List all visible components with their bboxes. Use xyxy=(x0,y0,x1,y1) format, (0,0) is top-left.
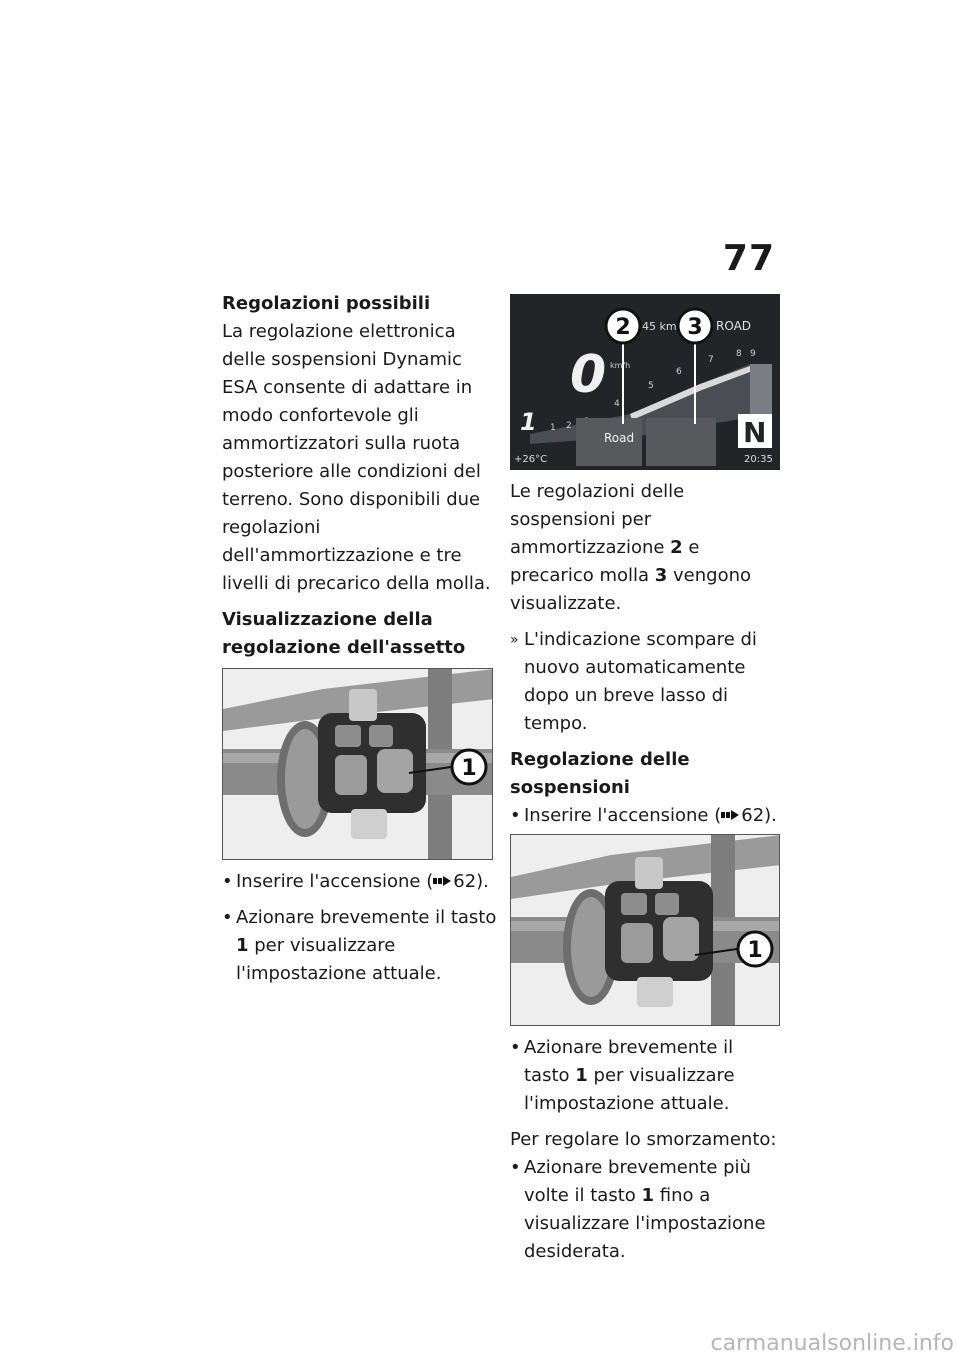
watermark-footer: carmanualsonline.info xyxy=(710,1331,954,1356)
result-arrow-icon: » xyxy=(510,632,519,648)
damping-intro: Per regolare lo smorzamento: xyxy=(510,1129,777,1150)
tick-6: 6 xyxy=(676,367,682,377)
page-number: 77 xyxy=(722,238,775,279)
bullet-press-key-right: • Azionare brevemente il tasto 1 per visualizzare l'impostazione attuale. xyxy=(510,1037,735,1114)
display-temperature: +26°C xyxy=(514,454,548,465)
heading-possible-settings: Regolazioni possibili xyxy=(222,293,431,314)
bullet-press-key-left: • Azionare brevemente il tasto 1 per visualizzare l'impostazione attuale. xyxy=(222,907,497,984)
result-item xyxy=(510,626,782,738)
display-speed: 0 xyxy=(570,345,607,405)
result-text: L'indicazione scompare di nuovo automaticamente dopo un breve lasso di tempo. xyxy=(524,629,757,734)
callout-3: 3 xyxy=(687,315,703,340)
bullet-press-text-b: per visualizzare l'impostazione attuale. xyxy=(236,935,442,984)
bullet-ignition-ref: 62). xyxy=(453,871,489,892)
intro-paragraph: La regolazione elettronica delle sospensioni Dynamic ESA consente di adattare in modo confortevole gli ammortizzatori sulla ruota posteriore alle condizioni del terreno. Sono disponibili due regolazioni dell'ammortizzazione e tre livelli di precarico della molla. xyxy=(222,321,491,594)
display-damping-road: Road xyxy=(604,431,635,445)
bullet-press-text-a: Azionare brevemente il tasto xyxy=(236,907,497,928)
tft-display-illustration xyxy=(510,294,780,470)
display-description: Le regolazioni delle sospensioni per ammortizzazione 2 e precarico molla 3 vengono visualizzate. xyxy=(510,481,752,614)
handlebar-switch-figure-right xyxy=(510,834,780,1026)
display-gear-small: 1 xyxy=(520,408,537,436)
heading-display-line1: Visualizzazione della xyxy=(222,609,433,630)
display-distance: 45 km xyxy=(642,320,677,333)
tick-7: 7 xyxy=(708,355,714,365)
callout-2: 2 xyxy=(615,315,631,340)
page-reference-arrow-icon xyxy=(433,874,453,888)
display-speed-unit: km/h xyxy=(610,361,631,370)
tick-1: 1 xyxy=(550,423,556,433)
key-ref-1-right: 1 xyxy=(575,1065,588,1086)
callout-1-left: 1 xyxy=(461,756,477,781)
page-reference-arrow-icon xyxy=(721,808,741,822)
bullet-ignition-text-right: Inserire l'accensione ( xyxy=(524,805,722,826)
bullet-ignition-text: Inserire l'accensione ( xyxy=(236,871,434,892)
heading-display-line2: regolazione dell'assetto xyxy=(222,637,466,658)
handlebar-switch-figure xyxy=(222,668,493,860)
tick-2: 2 xyxy=(566,421,572,431)
dashboard-display-figure xyxy=(510,294,780,470)
tick-5: 5 xyxy=(648,381,654,391)
left-column xyxy=(222,290,497,988)
tick-8: 8 xyxy=(736,349,742,359)
bullet-ignition-right: • Inserire l'accensione ( 62). xyxy=(510,805,777,826)
right-column xyxy=(510,294,782,1266)
key-ref-1-repeat: 1 xyxy=(641,1185,655,1206)
tick-9: 9 xyxy=(750,349,756,359)
display-gear-letter: N xyxy=(743,416,767,449)
display-mode-top: ROAD xyxy=(716,319,752,333)
display-time: 20:35 xyxy=(744,454,773,465)
bullet-press-repeatedly: • Azionare brevemente più volte il tasto 1 fino a visualizzare l'impostazione desiderata. xyxy=(510,1157,766,1262)
key-ref-3: 3 xyxy=(654,565,668,586)
bullet-ignition-ref-right: 62). xyxy=(741,805,777,826)
handlebar-switch-illustration xyxy=(223,669,493,860)
handlebar-switch-illustration-right xyxy=(511,835,780,1026)
callout-1-right: 1 xyxy=(747,938,763,963)
key-ref-2: 2 xyxy=(670,537,683,558)
tick-4: 4 xyxy=(614,399,620,409)
heading-adjust-suspension: Regolazione delle sospensioni xyxy=(510,749,690,798)
key-ref-1: 1 xyxy=(236,935,249,956)
bullet-ignition-left: • Inserire l'accensione ( 62). xyxy=(222,871,489,892)
